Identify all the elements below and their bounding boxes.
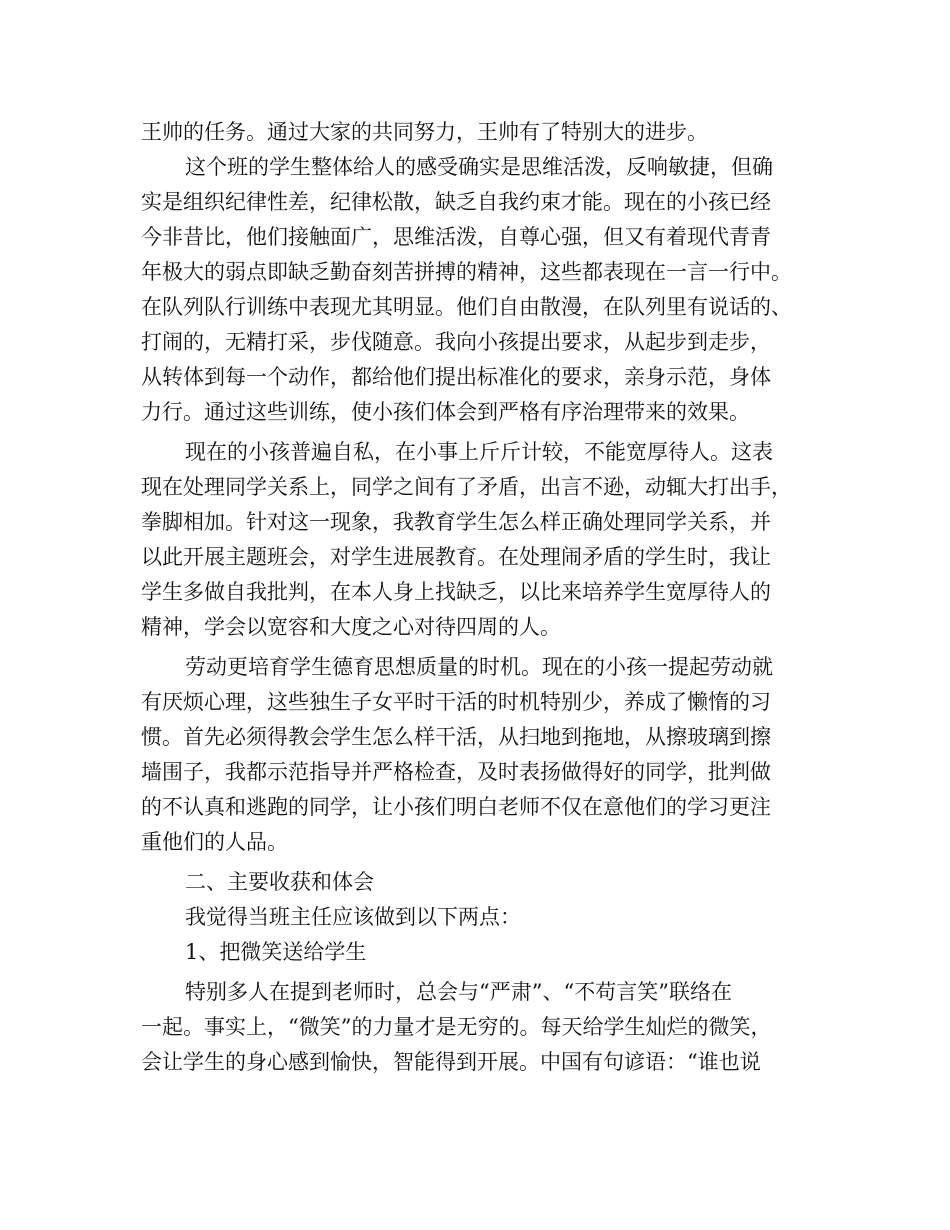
text-line-14: 学生多做自我批判，在本人身上找缺乏，以比来培养学生宽厚待人的 — [141, 580, 771, 604]
text-line-10: 现在的小孩普遍自私，在小事上斤斤计较，不能宽厚待人。这表 — [185, 440, 773, 464]
text-line-8: 从转体到每一个动作，都给他们提出标准化的要求，亲身示范，身体 — [141, 365, 771, 389]
text-line-16: 劳动更培育学生德育思想质量的时机。现在的小孩一提起劳动就 — [185, 655, 773, 679]
text-line-3: 实是组织纪律性差，纪律松散，缺乏自我约束才能。现在的小孩已经 — [141, 190, 771, 214]
text-line-25: 特别多人在提到老师时，总会与“严肃”、“不苟言笑”联络在 — [185, 980, 732, 1004]
text-line-5: 年极大的弱点即缺乏勤奋刻苦拼搏的精神，这些都表现在一言一行中。 — [141, 260, 792, 284]
text-line-17: 有厌烦心理，这些独生子女平时干活的时机特别少，养成了懒惰的习 — [141, 690, 771, 714]
text-line-2: 这个班的学生整体给人的感受确实是思维活泼，反响敏捷，但确 — [185, 155, 773, 179]
text-line-20: 的不认真和逃跑的同学，让小孩们明白老师不仅在意他们的学习更注 — [141, 795, 771, 819]
text-line-18: 惯。首先必须得教会学生怎么样干活，从扫地到拖地，从擦玻璃到擦 — [141, 725, 771, 749]
text-line-27: 会让学生的身心感到愉快，智能得到开展。中国有句谚语：“谁也说 — [141, 1050, 761, 1074]
text-line-4: 今非昔比，他们接触面广，思维活泼，自尊心强，但又有着现代青青 — [141, 225, 771, 249]
text-line-12: 拳脚相加。针对这一现象，我教育学生怎么样正确处理同学关系，并 — [141, 510, 771, 534]
section-heading: 二、主要收获和体会 — [185, 870, 374, 894]
text-line-1: 王帅的任务。通过大家的共同努力，王帅有了特别大的进步。 — [141, 120, 708, 144]
text-line-26: 一起。事实上，“微笑”的力量才是无穷的。每天给学生灿烂的微笑， — [141, 1015, 772, 1039]
text-line-13: 以此开展主题班会，对学生进展教育。在处理闹矛盾的学生时，我让 — [141, 545, 771, 569]
text-line-11: 现在处理同学关系上，同学之间有了矛盾，出言不逊，动辄大打出手， — [141, 475, 792, 499]
text-line-15: 精神，学会以宽容和大度之心对待四周的人。 — [141, 615, 561, 639]
text-line-23: 我觉得当班主任应该做到以下两点： — [185, 905, 521, 929]
text-line-19: 墙围子，我都示范指导并严格检查，及时表扬做得好的同学，批判做 — [141, 760, 771, 784]
text-line-21: 重他们的人品。 — [141, 830, 288, 854]
text-line-9: 力行。通过这些训练，使小孩们体会到严格有序治理带来的效果。 — [141, 400, 750, 424]
text-line-7: 打闹的，无精打采，步伐随意。我向小孩提出要求，从起步到走步， — [141, 330, 771, 354]
subsection-heading: 1、把微笑送给学生 — [185, 940, 367, 964]
text-line-6: 在队列队行训练中表现尤其明显。他们自由散漫，在队列里有说话的、 — [141, 295, 792, 319]
